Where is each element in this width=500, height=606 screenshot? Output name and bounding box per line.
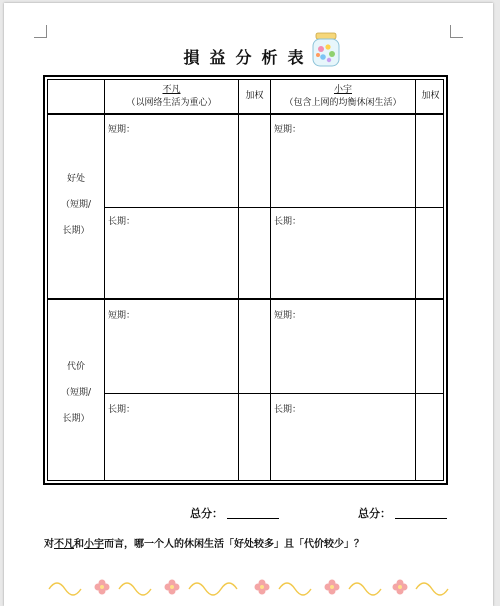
score-a-label: 总分： (190, 507, 223, 520)
row-label-line: 长期） (62, 414, 90, 424)
cell-long-term: 长期： (108, 217, 136, 227)
cell-short-term: 短期： (108, 125, 136, 135)
table-gridline (104, 393, 443, 394)
header-option-a (105, 84, 238, 110)
question-mid: 和 (74, 539, 84, 550)
question-name-b: 小宇 (84, 539, 104, 550)
row-label-benefits (48, 166, 104, 244)
table-gridline (104, 207, 443, 208)
page-corner-mark (450, 25, 463, 38)
option-a-name: 不凡 (162, 85, 181, 95)
question-prefix: 对 (44, 539, 54, 550)
table-gridline (104, 80, 105, 480)
row-label-line: （短期/ (60, 388, 92, 398)
row-label-line: 代价 (66, 362, 85, 372)
table-gridline (270, 80, 271, 480)
option-b-note: （包含上网的均衡休闲生活） (284, 98, 402, 108)
page-corner-mark (34, 25, 47, 38)
document-page (4, 3, 493, 606)
table-gridline (238, 80, 239, 480)
table-gridline (415, 80, 416, 480)
analysis-table (43, 75, 448, 485)
score-a (190, 505, 279, 521)
table-gridline (48, 299, 443, 300)
cell-short-term: 短期： (274, 311, 302, 321)
cell-long-term: 长期： (274, 405, 302, 415)
header-weight-b: 加权 (421, 91, 440, 101)
flower-border-decoration (44, 575, 454, 599)
header-option-b (271, 84, 415, 110)
question-rest: 而言，哪一个人的休闲生活「好处较多」且「代价较少」？ (104, 539, 364, 550)
cell-long-term: 长期： (108, 405, 136, 415)
score-b-label: 总分： (358, 507, 391, 520)
score-b (358, 505, 447, 521)
row-label-line: （短期/ (60, 200, 92, 210)
option-b-name: 小宇 (333, 85, 352, 95)
cell-short-term: 短期： (274, 125, 302, 135)
row-label-line: 长期） (62, 226, 90, 236)
cell-long-term: 长期： (274, 217, 302, 227)
question-text (44, 535, 364, 550)
candy-jar-icon (306, 29, 346, 69)
header-weight-a: 加权 (245, 91, 264, 101)
score-a-blank[interactable] (227, 518, 279, 519)
score-b-blank[interactable] (395, 518, 447, 519)
question-name-a: 不凡 (54, 539, 74, 550)
table-gridline (48, 114, 443, 115)
option-a-note: （以网络生活为重心） (126, 98, 217, 108)
row-label-line: 好处 (66, 174, 85, 184)
cell-short-term: 短期： (108, 311, 136, 321)
page-title: 損益分析表 (183, 48, 314, 67)
row-label-costs (48, 354, 104, 432)
